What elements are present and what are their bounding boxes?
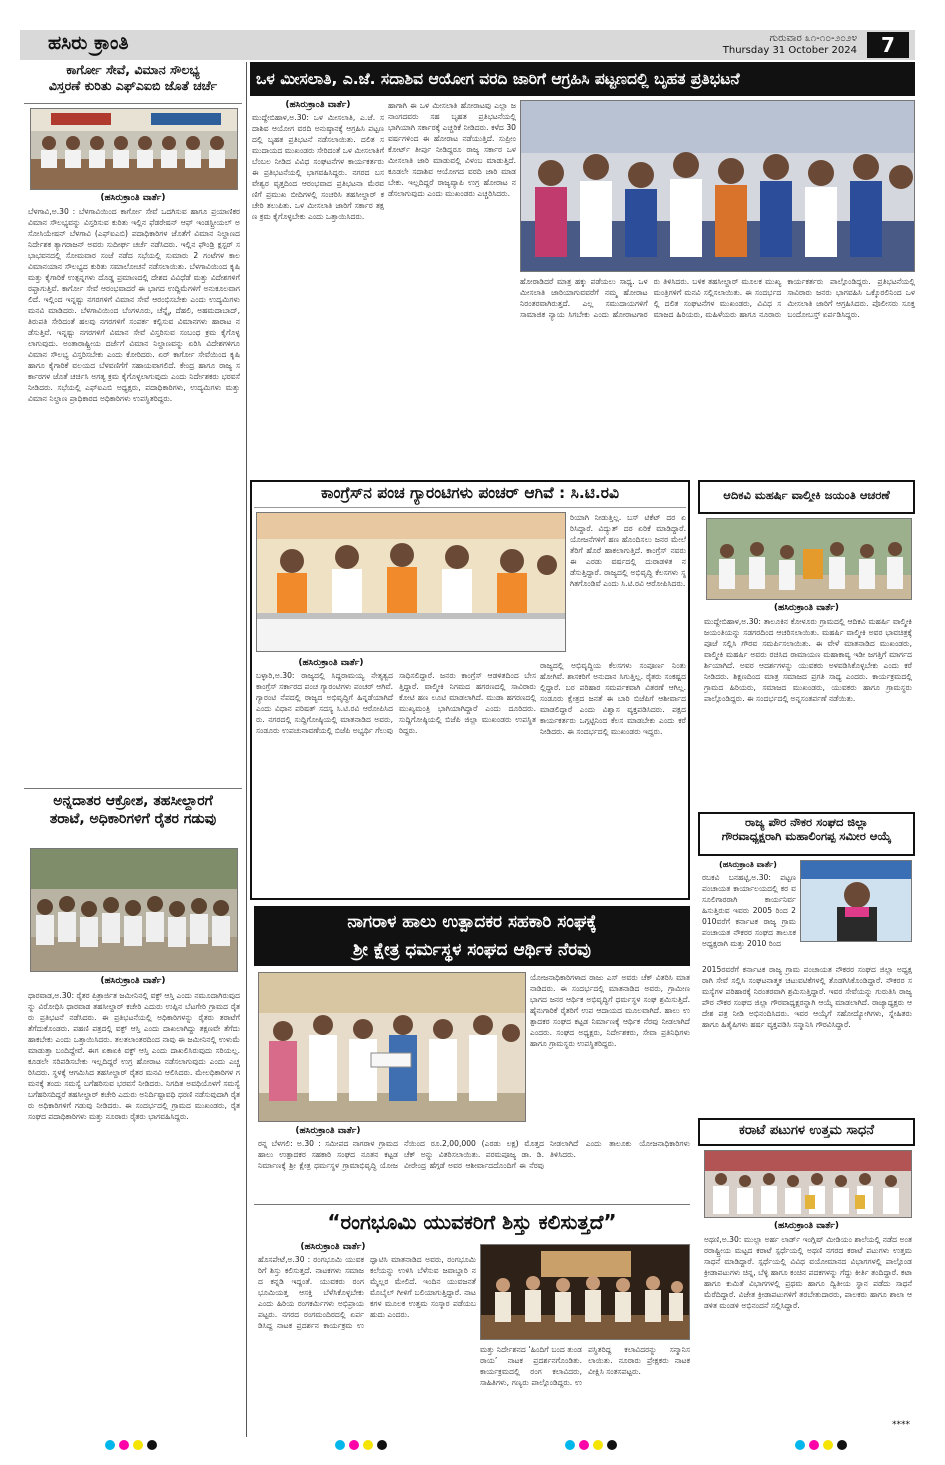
paper-name: ಹಸಿರು ಕ್ರಾಂತಿ [48,32,129,54]
date-english: Thursday 31 October 2024 [722,45,857,56]
registration-marks-4 [795,1440,847,1450]
theatre-byline: (ಹಸಿರುಕ್ರಾಂತಿ ವಾರ್ತೆ) [300,1242,366,1252]
date-kannada: ಗುರುವಾರ ೩೧-೧೦-೨೦೨೪ [769,33,857,44]
milk-byline: (ಹಸಿರುಕ್ರಾಂತಿ ವಾರ್ತೆ) [295,1126,361,1136]
lead-byline: (ಹಸಿರುಕ್ರಾಂತಿ ವಾರ್ತೆ) [285,100,351,110]
milk-body: ರನ್ನ ಬೆಳಗಲಿ: ಅ.30 : ಸಮೀಪದ ನಾಗರಾಳ ಗ್ರಾಮದ ಹಾಲು ಉತ್ಪಾದಕರ ಸಹಕಾರಿ ಸಂಘದ ನೂತನ ಕಟ್ಟಡ ನಿರ್ಮಾಣಕ್ಕೆ ಶ್ರೀ ಕ್ಷೇತ್ರ ಧರ್ಮಸ್ಥಳ ಗ್ರಾಮಾಭಿವೃದ್ಧಿ ಯೋಜನೆಯಿಂದ ರೂ.2,00,000 (ಎರಡು ಲಕ್ಷ) ಮೊತ್ತದ ಚೆಕ್ ಅನ್ನು ವಿತರಿಸಲಾಯಿತು. ಪರಮಪೂಜ್ಯ ಡಾ. ಡಿ. ವೀರೇಂದ್ರ ಹೆಗ್ಗಡೆ ಅವರ ಆಶೀರ್ವಾದದೊಂದಿಗೆ ಈ ನೆರವು ನೀಡಲಾಗಿದೆ ಎಂದು ತಾಲೂಕು ಯೋಜನಾಧಿಕಾರಿಗಳು ತಿಳಿಸಿದರು. [258,1139,690,1170]
registration-marks-1 [105,1440,157,1450]
valmiki-body: ಮುದ್ದೇಬಿಹಾಳ,ಅ.30: ತಾಲೂಕಿನ ಕೋಳೂರು ಗ್ರಾಮದಲ್ಲಿ ಆದಿಕವಿ ಮಹರ್ಷಿ ವಾಲ್ಮೀಕಿ ಜಯಂತಿಯನ್ನು ಸಡಗರದಿಂದ ಆಚರಿಸಲಾಯಿತು. ಮಹರ್ಷಿ ವಾಲ್ಮೀಕಿ ಅವರ ಭಾವಚಿತ್ರಕ್ಕೆ ಪೂಜೆ ಸಲ್ಲಿಸಿ ಗೌರವ ಸಮರ್ಪಿಸಲಾಯಿತು. ಈ ವೇಳೆ ಮಾತನಾಡಿದ ಮುಖಂಡರು, ವಾಲ್ಮೀಕಿ ಮಹರ್ಷಿ ಅವರು ರಚಿಸಿದ ರಾಮಾಯಣ ಮಹಾಕಾವ್ಯ ಇಡೀ ಜಗತ್ತಿಗೆ ಮಾರ್ಗದರ್ಶಿಯಾಗಿದೆ. ಅವರ ಆದರ್ಶಗಳನ್ನು ಯುವಕರು ಅಳವಡಿಸಿಕೊಳ್ಳಬೇಕು ಎಂದು ಕರೆ ನೀಡಿದರು. ಶಿಕ್ಷಣದಿಂದ ಮಾತ್ರ ಸಮಾಜದ ಪ್ರಗತಿ ಸಾಧ್ಯ ಎಂದರು. ಕಾರ್ಯಕ್ರಮದಲ್ಲಿ ಗ್ರಾಮದ ಹಿರಿಯರು, ಸಮಾಜದ ಮುಖಂಡರು, ಯುವಕರು ಹಾಗೂ ಗ್ರಾಮಸ್ಥರು ಪಾಲ್ಗೊಂಡಿದ್ದರು. ಈ ಸಂದರ್ಭದಲ್ಲಿ ಅನ್ನಸಂತರ್ಪಣೆ ನಡೆಯಿತು. [704,617,912,703]
sameer-byline: (ಹಸಿರುಕ್ರಾಂತಿ ವಾರ್ತೆ) [719,860,777,869]
sameer-headline: ರಾಜ್ಯ ಪೌರ ನೌಕರ ಸಂಘದ ಜಿಲ್ಲಾ ಗೌರವಾಧ್ಯಕ್ಷರಾಗಿ ಮಹಾಲಿಂಗಪ್ಪ ಸಮೀರ ಆಯ್ಕೆ [721,815,892,844]
congress-headline: ಕಾಂಗ್ರೆಸ್‌ನ ಪಂಚ ಗ್ಯಾರಂಟಿಗಳು ಪಂಚರ್ ಆಗಿವೆ : ಸಿ.ಟಿ.ರವಿ [254,484,686,508]
congress-press-photo [256,512,566,652]
masthead [20,30,915,60]
lead-body-lower: ಹೋರಾಡಿದರೆ ಮಾತ್ರ ಹಕ್ಕು ಪಡೆಯಲು ಸಾಧ್ಯ. ಒಳ ಮೀಸಲಾತಿ ಜಾರಿಯಾಗುವವರೆಗೆ ನಮ್ಮ ಹೋರಾಟ ನಿರಂತರವಾಗಿರುತ್ತದೆ. ಎಲ್ಲ ಸಮುದಾಯಗಳಿಗೆ ಸಾಮಾಜಿಕ ನ್ಯಾಯ ಸಿಗಬೇಕು ಎಂದು ಹೋರಾಟಗಾರರು ತಿಳಿಸಿದರು. ಬಳಿಕ ತಹಸೀಲ್ದಾರ್ ಮೂಲಕ ಮುಖ್ಯಮಂತ್ರಿಗಳಿಗೆ ಮನವಿ ಸಲ್ಲಿಸಲಾಯಿತು. ಈ ಸಂದರ್ಭದಲ್ಲಿ ದಲಿತ ಸಂಘಟನೆಗಳ ಮುಖಂಡರು, ವಿವಿಧ ಸಮಾಜದ ಹಿರಿಯರು, ಮಹಿಳೆಯರು ಹಾಗೂ ನೂರಾರು ಕಾರ್ಯಕರ್ತರು ಪಾಲ್ಗೊಂಡಿದ್ದರು. ಪ್ರತಿಭಟನೆಯಲ್ಲಿ ಸಾವಿರಾರು ಜನರು ಭಾಗವಹಿಸಿ ಒಕ್ಕೊರಲಿನಿಂದ ಒಳ ಮೀಸಲಾತಿ ಜಾರಿಗೆ ಆಗ್ರಹಿಸಿದರು. ಪೊಲೀಸರು ಸೂಕ್ತ ಬಂದೋಬಸ್ತ್ ಏರ್ಪಡಿಸಿದ್ದರು. [520,277,915,319]
column-divider [246,62,247,1437]
theatre-body: ಹೊಸಪೇಟೆ,ಅ.30 : ರಂಗಭೂಮಿ ಯುವಕರಿಗೆ ಶಿಸ್ತು ಕಲಿಸುತ್ತದೆ. ನಾಟಕಗಳು ಸಮಾಜದ ಕನ್ನಡಿ ಇದ್ದಂತೆ. ಯುವಕರು ರಂಗಭೂಮಿಯತ್ತ ಆಸಕ್ತಿ ಬೆಳೆಸಿಕೊಳ್ಳಬೇಕು ಎಂದು ಹಿರಿಯ ರಂಗಕರ್ಮಿಗಳು ಅಭಿಪ್ರಾಯಪಟ್ಟರು. ನಗರದ ರಂಗಮಂದಿರದಲ್ಲಿ ಏರ್ಪಡಿಸಿದ್ದ ನಾಟಕ ಪ್ರದರ್ಶನ ಕಾರ್ಯಕ್ರಮ ಉದ್ಘಾಟಿಸಿ ಮಾತನಾಡಿದ ಅವರು, ರಂಗಭೂಮಿ ಕಲೆಯನ್ನು ಉಳಿಸಿ ಬೆಳೆಸುವ ಜವಾಬ್ದಾರಿ ನಮ್ಮೆಲ್ಲರ ಮೇಲಿದೆ. ಇಂದಿನ ಯುವಜನತೆ ಮೊಬೈಲ್ ಗೀಳಿಗೆ ಬಲಿಯಾಗುತ್ತಿದ್ದಾರೆ. ನಾಟಕಗಳ ಮೂಲಕ ಉತ್ತಮ ಸಂಸ್ಕಾರ ಪಡೆಯಬಹುದು ಎಂದರು. [258,1255,476,1330]
karate-team-photo [704,1150,912,1218]
valmiki-photo [706,518,912,600]
karate-headline: ಕರಾಟೆ ಪಟುಗಳ ಉತ್ತಮ ಸಾಧನೆ [738,1123,874,1138]
lead-body-col1: ಮುದ್ದೇಬಿಹಾಳ,ಅ.30: ಒಳ ಮೀಸಲಾತಿ, ಎ.ಜೆ. ಸದಾಶಿವ ಆಯೋಗ ವರದಿ ಅನುಷ್ಠಾನಕ್ಕೆ ಆಗ್ರಹಿಸಿ ಪಟ್ಟಣದಲ್ಲಿ ಬೃಹತ ಪ್ರತಿಭಟನೆ ನಡೆಸಲಾಯಿತು. ದಲಿತ ಸಮುದಾಯದ ಮುಖಂಡರು ಸೇರಿದಂತೆ ಒಳ ಮೀಸಲಾತಿಗೆ ಬೆಂಬಲ ನೀಡಿದ ವಿವಿಧ ಸಂಘಟನೆಗಳ ಕಾರ್ಯಕರ್ತರು ಈ ಪ್ರತಿಭಟನೆಯಲ್ಲಿ ಭಾಗವಹಿಸಿದ್ದರು. ನಗರದ ಬಸವೇಶ್ವರ ವೃತ್ತದಿಂದ ಆರಂಭವಾದ ಪ್ರತಿಭಟನಾ ಮೆರವಣಿಗೆ ಪ್ರಮುಖ ಬೀದಿಗಳಲ್ಲಿ ಸಂಚರಿಸಿ ತಹಸೀಲ್ದಾರ್ ಕಚೇರಿ ತಲುಪಿತು. ಒಳ ಮೀಸಲಾತಿ ಜಾರಿಗೆ ಸರ್ಕಾರ ತಕ್ಷಣ ಕ್ರಮ ಕೈಗೊಳ್ಳಬೇಕು ಎಂದು ಒತ್ತಾಯಿಸಿದರು. [252,113,384,221]
congress-body-right: ರಾಜ್ಯದಲ್ಲಿ ಅಭಿವೃದ್ಧಿಯ ಕೆಲಸಗಳು ಸಂಪೂರ್ಣ ನಿಂತು ಹೋಗಿವೆ. ಶಾಸಕರಿಗೆ ಅನುದಾನ ಸಿಗುತ್ತಿಲ್ಲ. ರೈತರು ಸಂಕಷ್ಟದಲ್ಲಿದ್ದಾರೆ. ಬರ ಪರಿಹಾರ ಸಮರ್ಪಕವಾಗಿ ವಿತರಣೆ ಆಗಿಲ್ಲ. ಸಂಡೂರು ಕ್ಷೇತ್ರದ ಜನತೆ ಈ ಬಾರಿ ಬಿಜೆಪಿಗೆ ಆಶೀರ್ವಾದ ಮಾಡಲಿದ್ದಾರೆ ಎಂದು ವಿಶ್ವಾಸ ವ್ಯಕ್ತಪಡಿಸಿದರು. ಪಕ್ಷದ ಕಾರ್ಯಕರ್ತರು ಒಗ್ಗಟ್ಟಿನಿಂದ ಕೆಲಸ ಮಾಡಬೇಕು ಎಂದು ಕರೆ ನೀಡಿದರು. ಈ ಸಂದರ್ಭದಲ್ಲಿ ಮುಖಂಡರು ಇದ್ದರು. [540,661,686,736]
theatre-headline: “ರಂಗಭೂಮಿ ಯುವಕರಿಗೆ ಶಿಸ್ತು ಕಲಿಸುತ್ತದೆ” [254,1204,690,1238]
cargo-meeting-photo [30,108,238,190]
page-number: 7 [867,32,909,58]
valmiki-headline: ಆದಿಕವಿ ಮಹರ್ಷಿ ವಾಲ್ಮೀಕಿ ಜಯಂತಿ ಆಚರಣೆ [723,488,890,502]
milk-body-side: ಯೋಜನಾಧಿಕಾರಿಗಳಾದ ರಾಜು ಎಸ್ ಅವರು ಚೆಕ್ ವಿತರಿಸಿ ಮಾತನಾಡಿದರು. ಈ ಸಂದರ್ಭದಲ್ಲಿ ಮಾತನಾಡಿದ ಅವರು, ಗ್ರಾಮೀಣ ಭಾಗದ ಜನರ ಆರ್ಥಿಕ ಅಭಿವೃದ್ಧಿಗೆ ಧರ್ಮಸ್ಥಳ ಸಂಘ ಶ್ರಮಿಸುತ್ತಿದೆ. ಹೈನುಗಾರಿಕೆ ರೈತರಿಗೆ ಉಪ ಆದಾಯದ ಮೂಲವಾಗಿದೆ. ಹಾಲು ಉತ್ಪಾದಕರ ಸಂಘದ ಕಟ್ಟಡ ನಿರ್ಮಾಣಕ್ಕೆ ಆರ್ಥಿಕ ನೆರವು ನೀಡಲಾಗಿದೆ ಎಂದರು. ಸಂಘದ ಅಧ್ಯಕ್ಷರು, ನಿರ್ದೇಶಕರು, ಸೇವಾ ಪ್ರತಿನಿಧಿಗಳು ಹಾಗೂ ಗ್ರಾಮಸ್ಥರು ಉಪಸ್ಥಿತರಿದ್ದರು. [530,973,690,1048]
farmers-protest-photo [30,848,238,972]
lead-headline: ಒಳ ಮೀಸಲಾತಿ, ಎ.ಜೆ. ಸದಾಶಿವ ಆಯೋಗ ವರದಿ ಜಾರಿಗೆ ಆಗ್ರಹಿಸಿ ಪಟ್ಟಣದಲ್ಲಿ ಬೃಹತ ಪ್ರತಿಭಟನೆ [250,62,915,96]
sameer-body: 2015ರವರೆಗೆ ಕರ್ನಾಟಕ ರಾಜ್ಯ ಗ್ರಾಮ ಪಂಚಾಯತ ನೌಕರರ ಸಂಘದ ಜಿಲ್ಲಾ ಅಧ್ಯಕ್ಷರಾಗಿ ಸೇವೆ ಸಲ್ಲಿಸಿ ಸಂಘಟನಾತ್ಮಕ ಚಟುವಟಿಕೆಗಳಲ್ಲಿ ತೊಡಗಿಸಿಕೊಂಡಿದ್ದಾರೆ. ನೌಕರರ ಸಮಸ್ಯೆಗಳ ಪರಿಹಾರಕ್ಕೆ ನಿರಂತರವಾಗಿ ಶ್ರಮಿಸುತ್ತಿದ್ದಾರೆ. ಇವರ ಸೇವೆಯನ್ನು ಗುರುತಿಸಿ ರಾಜ್ಯ ಪೌರ ನೌಕರ ಸಂಘದ ಜಿಲ್ಲಾ ಗೌರವಾಧ್ಯಕ್ಷರನ್ನಾಗಿ ಆಯ್ಕೆ ಮಾಡಲಾಗಿದೆ. ರಾಜ್ಯಾಧ್ಯಕ್ಷರು ಆದೇಶ ಪತ್ರ ನೀಡಿ ಅಭಿನಂದಿಸಿದರು. ಇವರ ಆಯ್ಕೆಗೆ ಸಹೋದ್ಯೋಗಿಗಳು, ಸ್ನೇಹಿತರು ಹಾಗೂ ಹಿತೈಷಿಗಳು ಹರ್ಷ ವ್ಯಕ್ತಪಡಿಸಿ ಸನ್ಮಾನಿಸಿ ಗೌರವಿಸಿದ್ದಾರೆ. [702,965,912,1029]
farmers-body: ಧಾರವಾಡ,ಅ.30: ರೈತರ ಪಿತ್ರಾರ್ಜಿತ ಜಮೀನಿನಲ್ಲಿ ವಕ್ಫ್ ಆಸ್ತಿ ಎಂದು ನಮೂದಾಗಿರುವುದನ್ನು ವಿರೋಧಿಸಿ ಧಾರವಾಡ ತಹಸೀಲ್ದಾರ್ ಕಚೇರಿ ಎದುರು ಉಪ್ಪಿನ ಬೆಟಗೇರಿ ಗ್ರಾಮದ ರೈತರು ಪ್ರತಿಭಟನೆ ನಡೆಸಿದರು. ಈ ಪ್ರತಿಭಟನೆಯಲ್ಲಿ ಅಧಿಕಾರಿಗಳನ್ನು ರೈತರು ತರಾಟೆಗೆ ತೆಗೆದುಕೊಂಡರು. ಪಹಣಿ ಪತ್ರದಲ್ಲಿ ವಕ್ಫ್ ಆಸ್ತಿ ಎಂದು ದಾಖಲಾಗಿದ್ದು ತಕ್ಷಣವೇ ತೆಗೆದು ಹಾಕಬೇಕು ಎಂದು ಒತ್ತಾಯಿಸಿದರು. ತಲತಲಾಂತರದಿಂದ ನಾವು ಈ ಜಮೀನಿನಲ್ಲಿ ಉಳುಮೆ ಮಾಡುತ್ತಾ ಬಂದಿದ್ದೇವೆ. ಈಗ ಏಕಾಏಕಿ ವಕ್ಫ್ ಆಸ್ತಿ ಎಂದು ದಾಖಲಿಸಿರುವುದು ಸರಿಯಲ್ಲ. ಕೂಡಲೇ ಸರಿಪಡಿಸಬೇಕು ಇಲ್ಲದಿದ್ದರೆ ಉಗ್ರ ಹೋರಾಟ ನಡೆಸಲಾಗುವುದು ಎಂದು ಎಚ್ಚರಿಸಿದರು. ಸ್ಥಳಕ್ಕೆ ಆಗಮಿಸಿದ ತಹಸೀಲ್ದಾರ್ ರೈತರ ಮನವಿ ಆಲಿಸಿದರು. ಮೇಲಧಿಕಾರಿಗಳ ಗಮನಕ್ಕೆ ತಂದು ಸಮಸ್ಯೆ ಬಗೆಹರಿಸುವ ಭರವಸೆ ನೀಡಿದರು. ನಿಗದಿತ ಅವಧಿಯೊಳಗೆ ಸಮಸ್ಯೆ ಬಗೆಹರಿಸದಿದ್ದರೆ ತಹಸೀಲ್ದಾರ್ ಕಚೇರಿ ಎದುರು ಅನಿರ್ದಿಷ್ಟಾವಧಿ ಧರಣಿ ನಡೆಸುವುದಾಗಿ ರೈತರು ಅಧಿಕಾರಿಗಳಿಗೆ ಗಡುವು ನೀಡಿದರು. ಈ ಸಂದರ್ಭದಲ್ಲಿ ಗ್ರಾಮದ ಮುಖಂಡರು, ರೈತ ಸಂಘದ ಪದಾಧಿಕಾರಿಗಳು ಮತ್ತು ನೂರಾರು ರೈತರು ಭಾಗವಹಿಸಿದ್ದರು. [28,991,240,1121]
cargo-body: ಬೆಳಗಾವಿ,ಅ.30 : ಬೆಳಗಾವಿಯಿಂದ ಕಾರ್ಗೋ ಸೇವೆ ಒದಗಿಸುವ ಹಾಗೂ ಪ್ರಯಾಣಿಕರ ವಿಮಾನ ಸೌಲಭ್ಯವನ್ನು ವಿಸ್ತರಿಸುವ ಕುರಿತು ಇಲ್ಲಿನ ಫೆಡರೇಷನ್ ಆಫ್ ಇಂಡಸ್ಟ್ರೀಯಲ್ ಅಸೋಸಿಯೇಷನ್ ಬೆಳಗಾವಿ (ಎಫ್‌ಐಎಬಿ) ಪದಾಧಿಕಾರಿಗಳ ಜೊತೆಗೆ ವಿಮಾನ ನಿಲ್ದಾಣದ ನಿರ್ದೇಶಕ ತ್ಯಾಗರಾಜನ್ ಅವರು ಸುದೀರ್ಘ ಚರ್ಚೆ ನಡೆಸಿದರು. ಇಲ್ಲಿನ ಫೌಂಡ್ರಿ ಕ್ಲಸ್ಟರ್ ಸಭಾಭವನದಲ್ಲಿ ಸೋಮವಾರ ಸಂಜೆ ನಡೆದ ಸಭೆಯಲ್ಲಿ ಸುಮಾರು 2 ಗಂಟೆಗಳ ಕಾಲ ವಿಮಾನಯಾನ ಸೌಲಭ್ಯದ ಕುರಿತು ಸಮಾಲೋಚನೆ ನಡೆಸಲಾಯಿತು. ಬೆಳಗಾವಿಯಿಂದ ಕೃಷಿ ಮತ್ತು ಕೈಗಾರಿಕೆ ಉತ್ಪನ್ನಗಳು ದೊಡ್ಡ ಪ್ರಮಾಣದಲ್ಲಿ ದೇಶದ ವಿವಿಧೆಡೆ ಮತ್ತು ವಿದೇಶಗಳಿಗೆ ರಫ್ತಾಗುತ್ತಿವೆ. ಕಾರ್ಗೋ ಸೇವೆ ಆರಂಭವಾದರೆ ಈ ಭಾಗದ ಉದ್ದಿಮೆಗಳಿಗೆ ಅನುಕೂಲವಾಗಲಿದೆ. ಇಲ್ಲಿಂದ ಇನ್ನಷ್ಟು ನಗರಗಳಿಗೆ ವಿಮಾನ ಸೇವೆ ಆರಂಭಿಸಬೇಕು ಎಂದು ಉದ್ಯಮಿಗಳು ಮನವಿ ಮಾಡಿದರು. ಬೆಳಗಾವಿಯಿಂದ ಬೆಂಗಳೂರು, ಚೆನ್ನೈ, ದೆಹಲಿ, ಅಹಮದಾಬಾದ್, ತಿರುಪತಿ ಸೇರಿದಂತೆ ಹಲವು ನಗರಗಳಿಗೆ ಸಂಪರ್ಕ ಕಲ್ಪಿಸುವ ವಿಮಾನಗಳು ಹಾರಾಟ ನಡೆಸುತ್ತಿವೆ. ಇನ್ನಷ್ಟು ನಗರಗಳಿಗೆ ವಿಮಾನ ಸೇವೆ ವಿಸ್ತರಿಸುವ ಸಂಬಂಧ ಕ್ರಮ ಕೈಗೊಳ್ಳಲಾಗುವುದು. ಅಂತಾರಾಷ್ಟ್ರೀಯ ದರ್ಜೆಗೆ ವಿಮಾನ ನಿಲ್ದಾಣವನ್ನು ಏರಿಸಿ ವಿದೇಶಗಳಿಗೂ ವಿಮಾನ ಸೌಲಭ್ಯ ವಿಸ್ತರಿಸಬೇಕು ಎಂದು ಕೋರಿದರು. ಏರ್ ಕಾರ್ಗೋ ಸೇವೆಯಿಂದ ಕೃಷಿ ಹಾಗೂ ಕೈಗಾರಿಕೆ ವಲಯದ ಬೆಳವಣಿಗೆಗೆ ಸಹಾಯವಾಗಲಿದೆ. ಕೇಂದ್ರ ಹಾಗೂ ರಾಜ್ಯ ಸರ್ಕಾರಗಳ ಜೊತೆ ಚರ್ಚಿಸಿ ಅಗತ್ಯ ಕ್ರಮ ಕೈಗೊಳ್ಳಲಾಗುವುದು ಎಂದು ನಿರ್ದೇಶಕರು ಭರವಸೆ ನೀಡಿದರು. ಸಭೆಯಲ್ಲಿ ಎಫ್‌ಐಎಬಿ ಅಧ್ಯಕ್ಷರು, ಪದಾಧಿಕಾರಿಗಳು, ಉದ್ಯಮಿಗಳು ಮತ್ತು ವಿಮಾನ ನಿಲ್ದಾಣ ಪ್ರಾಧಿಕಾರದ ಅಧಿಕಾರಿಗಳು ಉಪಸ್ಥಿತರಿದ್ದರು. [28,207,240,403]
theatre-stage-photo [480,1244,690,1340]
karate-body: ಅಥಣಿ,ಅ.30: ಮುಲ್ಲಾ ಅರ್ಹ ಲಾರ್ಡ್ ಇಂಗ್ಲಿಷ್ ಮೀಡಿಯಂ ಶಾಲೆಯಲ್ಲಿ ನಡೆದ ಅಂತರರಾಷ್ಟ್ರೀಯ ಮಟ್ಟದ ಕರಾಟೆ ಸ್ಪರ್ಧೆಯಲ್ಲಿ ಅಥಣಿ ನಗರದ ಕರಾಟೆ ಪಟುಗಳು ಉತ್ತಮ ಸಾಧನೆ ಮಾಡಿದ್ದಾರೆ. ಸ್ಪರ್ಧೆಯಲ್ಲಿ ವಿವಿಧ ವಯೋಮಾನದ ವಿಭಾಗಗಳಲ್ಲಿ ಪಾಲ್ಗೊಂಡ ಕ್ರೀಡಾಪಟುಗಳು ಚಿನ್ನ, ಬೆಳ್ಳಿ ಹಾಗೂ ಕಂಚಿನ ಪದಕಗಳನ್ನು ಗೆದ್ದು ಕೀರ್ತಿ ತಂದಿದ್ದಾರೆ. ಕಟಾ ಹಾಗೂ ಕುಮಿತೆ ವಿಭಾಗಗಳಲ್ಲಿ ಪ್ರಥಮ ಹಾಗೂ ದ್ವಿತೀಯ ಸ್ಥಾನ ಪಡೆದು ಸಾಧನೆ ಮೆರೆದಿದ್ದಾರೆ. ವಿಜೇತ ಕ್ರೀಡಾಪಟುಗಳಿಗೆ ತರಬೇತುದಾರರು, ಪಾಲಕರು ಹಾಗೂ ಶಾಲಾ ಆಡಳಿತ ಮಂಡಳಿ ಅಭಿನಂದನೆ ಸಲ್ಲಿಸಿದ್ದಾರೆ. [704,1235,912,1310]
milk-headline: ನಾಗರಾಳ ಹಾಲು ಉತ್ಪಾದಕರ ಸಹಕಾರಿ ಸಂಘಕ್ಕೆ ಶ್ರೀ ಕ್ಷೇತ್ರ ಧರ್ಮಸ್ಥಳ ಸಂಘದ ಆರ್ಥಿಕ ನೆರವು [254,906,690,966]
cargo-byline: (ಹಸಿರುಕ್ರಾಂತಿ ವಾರ್ತೆ) [100,193,166,203]
lead-body-col2: ಹಾಗಾಗಿ ಈ ಒಳ ಮೀಸಲಾತಿ ಹೋರಾಟವು ಎಲ್ಲಾ ಜನಾಂಗದವರು ಸಹ ಬೃಹತ ಪ್ರತಿಭಟನೆಯಲ್ಲಿ ಭಾಗಿಯಾಗಿ ಸರ್ಕಾರಕ್ಕೆ ಎಚ್ಚರಿಕೆ ನೀಡಿದರು. ಕಳೆದ 30 ವರ್ಷಗಳಿಂದ ಈ ಹೋರಾಟ ನಡೆಯುತ್ತಿದೆ. ಸುಪ್ರೀಂ ಕೋರ್ಟ್ ತೀರ್ಪು ನೀಡಿದ್ದರೂ ರಾಜ್ಯ ಸರ್ಕಾರ ಒಳ ಮೀಸಲಾತಿ ಜಾರಿ ಮಾಡುವಲ್ಲಿ ವಿಳಂಬ ಮಾಡುತ್ತಿದೆ. ಕೂಡಲೇ ಸದಾಶಿವ ಆಯೋಗದ ವರದಿ ಜಾರಿ ಮಾಡಬೇಕು. ಇಲ್ಲದಿದ್ದರೆ ರಾಜ್ಯವ್ಯಾಪಿ ಉಗ್ರ ಹೋರಾಟ ನಡೆಸಲಾಗುವುದು ಎಂದು ಮುಖಂಡರು ಎಚ್ಚರಿಸಿದರು. [388,101,516,198]
lead-protest-photo [520,100,915,272]
milk-cheque-photo [258,972,526,1122]
karate-byline: (ಹಸಿರುಕ್ರಾಂತಿ ವಾರ್ತೆ) [773,1221,840,1231]
congress-body-side: ರಿಯಾಗಿ ನೀಡುತ್ತಿಲ್ಲ. ಬಸ್ ಟಿಕೆಟ್ ದರ ಏರಿಸಿದ್ದಾರೆ. ವಿದ್ಯುತ್ ದರ ಏರಿಕೆ ಮಾಡಿದ್ದಾರೆ. ಯೋಜನೆಗಳಿಗೆ ಹಣ ಹೊಂದಿಸಲು ಜನರ ಮೇಲೆ ತೆರಿಗೆ ಹೊರೆ ಹಾಕಲಾಗುತ್ತಿದೆ. ಕಾಂಗ್ರೆಸ್ ನವರು ಈ ಎರಡು ವರ್ಷದಲ್ಲಿ ದುರಾಡಳಿತ ನಡೆಸುತ್ತಿದ್ದಾರೆ. ರಾಜ್ಯದಲ್ಲಿ ಅಭಿವೃದ್ಧಿ ಕೆಲಸಗಳು ಸ್ಥಗಿತಗೊಂಡಿವೆ ಎಂದು ಸಿ.ಟಿ.ರವಿ ಆರೋಪಿಸಿದರು. [570,513,686,588]
farmers-headline: ಅನ್ನದಾತರ ಆಕ್ರೋಶ, ತಹಸೀಲ್ದಾರಗೆ ತರಾಟೆ, ಅಧಿಕಾರಿಗಳಿಗೆ ರೈತರ ಗಡುವು [24,788,242,842]
registration-marks-2 [335,1440,387,1450]
sameer-body-side: ರಬಕವಿ ಬನಹಟ್ಟಿ,ಅ.30: ಪಟ್ಟಣ ಪಂಚಾಯತ ಕಾರ್ಯಾಲಯದಲ್ಲಿ ಕರ ವಸೂಲಿಗಾರರಾಗಿ ಕಾರ್ಯನಿರ್ವಹಿಸುತ್ತಿರುವ ಇವರು 2005 ರಿಂದ 2010ವರೆಗೆ ಕರ್ನಾಟಕ ರಾಜ್ಯ ಗ್ರಾಮ ಪಂಚಾಯತ ನೌಕರರ ಸಂಘದ ತಾಲೂಕ ಅಧ್ಯಕ್ಷರಾಗಿ ಮತ್ತು 2010 ರಿಂದ [702,873,796,948]
karate-end-mark: **** [892,1420,910,1430]
sameer-portrait-photo [800,860,912,942]
farmers-byline: (ಹಸಿರುಕ್ರಾಂತಿ ವಾರ್ತೆ) [100,976,166,986]
theatre-body-right: ಮತ್ತು ನಿರ್ದೇಶನದ ‘ಹಿಂದಿಗೆ ಬಂದ ತುಂಡರಾಯ’ ನಾಟಕ ಪ್ರದರ್ಶನಗೊಂಡಿತು. ಕಾರ್ಯಕ್ರಮದಲ್ಲಿ ರಂಗ ಕಲಾವಿದರು, ಸಾಹಿತಿಗಳು, ಗಣ್ಯರು ಪಾಲ್ಗೊಂಡಿದ್ದರು. ಉಪಸ್ಥಿತರಿದ್ದ ಕಲಾವಿದರನ್ನು ಸನ್ಮಾನಿಸಲಾಯಿತು. ನೂರಾರು ಪ್ರೇಕ್ಷಕರು ನಾಟಕ ವೀಕ್ಷಿಸಿ ಸಂತಸಪಟ್ಟರು. [480,1345,690,1387]
cargo-headline: ಕಾರ್ಗೋ ಸೇವೆ, ವಿಮಾನ ಸೌಲಭ್ಯ ವಿಸ್ತರಣೆ ಕುರಿತು ಎಫ್‌ಎಐಬಿ ಜೊತೆ ಚರ್ಚೆ [24,62,242,104]
congress-byline: (ಹಸಿರುಕ್ರಾಂತಿ ವಾರ್ತೆ) [298,658,364,668]
registration-marks-3 [565,1440,617,1450]
congress-body: ಬಳ್ಳಾರಿ,ಅ.30: ರಾಜ್ಯದಲ್ಲಿ ಸಿದ್ದರಾಮಯ್ಯ ನೇತೃತ್ವದ ಕಾಂಗ್ರೆಸ್ ಸರ್ಕಾರದ ಪಂಚ ಗ್ಯಾರಂಟಿಗಳು ಪಂಚರ್ ಆಗಿವೆ. ಗ್ಯಾರಂಟಿ ನೆಪದಲ್ಲಿ ರಾಜ್ಯದ ಅಭಿವೃದ್ಧಿಗೆ ಹಿನ್ನಡೆಯಾಗಿದೆ ಎಂದು ವಿಧಾನ ಪರಿಷತ್ ಸದಸ್ಯ ಸಿ.ಟಿ.ರವಿ ಆರೋಪಿಸಿದರು. ನಗರದಲ್ಲಿ ಸುದ್ದಿಗೋಷ್ಠಿಯಲ್ಲಿ ಮಾತನಾಡಿದ ಅವರು, ಸಂಡೂರು ಉಪಚುನಾವಣೆಯಲ್ಲಿ ಬಿಜೆಪಿ ಅಭ್ಯರ್ಥಿ ಗೆಲುವು ಸಾಧಿಸಲಿದ್ದಾರೆ. ಜನರು ಕಾಂಗ್ರೆಸ್ ಆಡಳಿತದಿಂದ ಬೇಸತ್ತಿದ್ದಾರೆ. ವಾಲ್ಮೀಕಿ ನಿಗಮದ ಹಗರಣದಲ್ಲಿ ಸಾವಿರಾರು ಕೋಟಿ ಹಣ ಲೂಟಿ ಮಾಡಲಾಗಿದೆ. ಮುಡಾ ಹಗರಣದಲ್ಲಿ ಮುಖ್ಯಮಂತ್ರಿ ಭಾಗಿಯಾಗಿದ್ದಾರೆ ಎಂದು ದೂರಿದರು. ಸುದ್ದಿಗೋಷ್ಠಿಯಲ್ಲಿ ಬಿಜೆಪಿ ಜಿಲ್ಲಾ ಮುಖಂಡರು ಉಪಸ್ಥಿತರಿದ್ದರು. [256,671,536,735]
valmiki-byline: (ಹಸಿರುಕ್ರಾಂತಿ ವಾರ್ತೆ) [773,603,840,613]
